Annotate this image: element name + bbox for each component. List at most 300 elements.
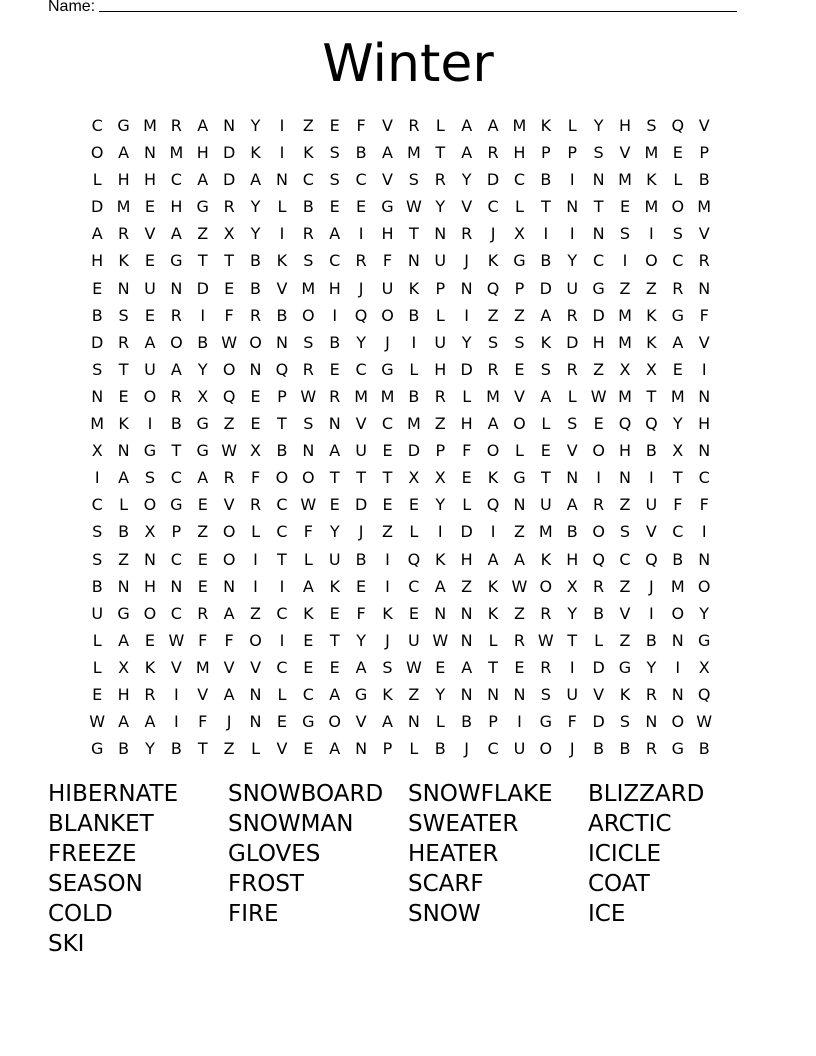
grid-letter: T bbox=[197, 739, 208, 759]
grid-letter: M bbox=[618, 305, 632, 325]
grid-letter: T bbox=[593, 197, 604, 217]
grid-letter: N bbox=[223, 116, 236, 135]
grid-letter: E bbox=[303, 739, 314, 759]
word-list-item: SNOW bbox=[408, 901, 481, 927]
grid-letter: N bbox=[170, 278, 183, 298]
grid-letter: W bbox=[696, 712, 713, 732]
grid-letter: E bbox=[435, 657, 446, 677]
grid-letter: N bbox=[460, 603, 473, 623]
grid-letter: A bbox=[144, 712, 156, 732]
grid-letter: G bbox=[90, 739, 104, 759]
grid-letter: Z bbox=[302, 116, 314, 135]
grid-letter: E bbox=[92, 278, 103, 298]
grid-letter: P bbox=[277, 386, 287, 406]
grid-letter: B bbox=[698, 170, 710, 190]
word-list-item: BLANKET bbox=[48, 811, 154, 837]
grid-letter: L bbox=[92, 170, 102, 190]
grid-letter: N bbox=[698, 386, 711, 406]
grid-letter: N bbox=[434, 224, 447, 244]
grid-letter: A bbox=[513, 549, 525, 569]
grid-letter: Z bbox=[197, 522, 209, 542]
grid-letter: C bbox=[487, 739, 499, 759]
grid-letter: H bbox=[170, 197, 183, 217]
grid-letter: G bbox=[513, 468, 526, 488]
grid-letter: E bbox=[303, 630, 314, 650]
grid-letter: I bbox=[543, 224, 549, 244]
grid-letter: B bbox=[355, 549, 367, 569]
grid-letter: N bbox=[91, 386, 104, 406]
grid-letter: D bbox=[354, 495, 368, 515]
grid-letter: U bbox=[91, 603, 104, 623]
word-list-item: SCARF bbox=[408, 871, 484, 897]
grid-letter: T bbox=[329, 468, 340, 488]
grid-letter: U bbox=[328, 549, 341, 569]
grid-letter: W bbox=[511, 576, 528, 596]
grid-letter: E bbox=[408, 495, 419, 515]
grid-letter: T bbox=[171, 441, 182, 461]
grid-letter: B bbox=[197, 332, 209, 352]
grid-letter: Y bbox=[435, 495, 446, 515]
grid-letter: V bbox=[197, 684, 209, 704]
grid-letter: E bbox=[329, 657, 340, 677]
grid-letter: S bbox=[619, 712, 631, 732]
word-list-item: SEASON bbox=[48, 871, 143, 897]
grid-letter: M bbox=[538, 522, 553, 542]
grid-letter: M bbox=[644, 143, 659, 163]
grid-letter: K bbox=[619, 684, 631, 704]
grid-letter: N bbox=[513, 495, 526, 515]
grid-letter: G bbox=[539, 712, 553, 732]
grid-letter: V bbox=[223, 495, 235, 515]
grid-letter: L bbox=[567, 116, 577, 135]
grid-letter: V bbox=[698, 332, 710, 352]
grid-letter: H bbox=[460, 414, 473, 434]
grid-letter: S bbox=[646, 116, 657, 135]
word-list bbox=[48, 779, 768, 959]
grid-letter: G bbox=[143, 441, 157, 461]
grid-letter: S bbox=[92, 549, 103, 569]
grid-letter: L bbox=[488, 630, 498, 650]
grid-letter: X bbox=[619, 359, 631, 379]
grid-letter: C bbox=[408, 576, 420, 596]
grid-letter: I bbox=[596, 468, 601, 488]
grid-letter: R bbox=[540, 603, 552, 623]
grid-letter: N bbox=[249, 684, 262, 704]
grid-letter: C bbox=[170, 603, 182, 623]
grid-letter: V bbox=[645, 522, 657, 542]
grid-letter: A bbox=[170, 224, 182, 244]
grid-letter: O bbox=[90, 143, 104, 163]
grid-letter: R bbox=[302, 359, 314, 379]
grid-letter: F bbox=[224, 305, 234, 325]
grid-letter: A bbox=[329, 684, 341, 704]
grid-letter: B bbox=[698, 739, 710, 759]
grid-letter: L bbox=[514, 441, 524, 461]
grid-letter: G bbox=[302, 712, 315, 732]
grid-letter: D bbox=[592, 657, 605, 677]
grid-letter: Y bbox=[672, 414, 683, 434]
grid-letter: Z bbox=[434, 414, 446, 434]
grid-letter: N bbox=[249, 359, 262, 379]
grid-letter: F bbox=[224, 630, 234, 650]
grid-letter: B bbox=[540, 251, 552, 271]
grid-letter: S bbox=[382, 657, 393, 677]
grid-letter: I bbox=[385, 576, 390, 596]
grid-letter: J bbox=[358, 278, 364, 298]
grid-letter: M bbox=[354, 386, 368, 406]
grid-letter: G bbox=[513, 251, 526, 271]
grid-letter: E bbox=[276, 712, 287, 732]
grid-letter: P bbox=[541, 143, 551, 163]
grid-letter: F bbox=[699, 305, 709, 325]
grid-letter: X bbox=[698, 657, 710, 677]
grid-letter: K bbox=[144, 657, 156, 677]
grid-letter: I bbox=[200, 305, 206, 325]
grid-letter: U bbox=[355, 441, 367, 461]
word-list-item: SKI bbox=[48, 931, 85, 957]
grid-letter: B bbox=[329, 332, 341, 352]
grid-letter: N bbox=[355, 739, 368, 759]
grid-letter: S bbox=[540, 359, 551, 379]
grid-letter: N bbox=[328, 414, 341, 434]
grid-letter: L bbox=[92, 657, 102, 677]
grid-letter: X bbox=[197, 386, 209, 406]
grid-letter: R bbox=[170, 386, 182, 406]
grid-letter: Q bbox=[645, 549, 658, 569]
name-underline bbox=[99, 0, 737, 12]
grid-letter: E bbox=[408, 603, 419, 623]
grid-letter: D bbox=[460, 522, 473, 542]
grid-letter: S bbox=[487, 332, 499, 352]
grid-letter: T bbox=[567, 630, 578, 650]
grid-letter: V bbox=[382, 116, 393, 135]
grid-letter: O bbox=[671, 603, 685, 623]
grid-letter: E bbox=[329, 603, 340, 623]
grid-letter: D bbox=[592, 305, 605, 325]
grid-letter: S bbox=[303, 414, 314, 434]
grid-letter: G bbox=[697, 630, 711, 650]
grid-letter: B bbox=[645, 630, 657, 650]
grid-letter: I bbox=[174, 684, 179, 704]
grid-letter: N bbox=[117, 576, 130, 596]
grid-letter: R bbox=[355, 251, 367, 271]
grid-letter: S bbox=[329, 143, 340, 163]
grid-letter: J bbox=[226, 712, 232, 732]
name-field bbox=[48, 0, 737, 17]
grid-letter: I bbox=[147, 414, 153, 434]
grid-letter: N bbox=[223, 576, 236, 596]
grid-letter: S bbox=[567, 414, 578, 434]
grid-letter: O bbox=[328, 712, 341, 732]
grid-letter: E bbox=[356, 197, 367, 217]
grid-letter: V bbox=[698, 224, 710, 244]
grid-letter: S bbox=[92, 522, 103, 542]
grid-letter: O bbox=[381, 305, 394, 325]
grid-letter: N bbox=[143, 143, 156, 163]
grid-letter: J bbox=[385, 332, 390, 352]
grid-letter: C bbox=[672, 522, 684, 542]
grid-letter: K bbox=[487, 468, 499, 488]
grid-letter: T bbox=[435, 143, 446, 163]
grid-letter: E bbox=[540, 441, 551, 461]
grid-letter: C bbox=[170, 468, 182, 488]
grid-letter: O bbox=[671, 197, 685, 217]
grid-letter: K bbox=[329, 576, 340, 596]
grid-letter: E bbox=[224, 278, 235, 298]
grid-letter: G bbox=[170, 495, 183, 515]
grid-letter: V bbox=[144, 224, 156, 244]
grid-letter: Y bbox=[356, 332, 366, 352]
grid-letter: R bbox=[698, 251, 710, 271]
grid-letter: I bbox=[279, 576, 285, 596]
grid-letter: U bbox=[645, 495, 658, 515]
grid-letter: Z bbox=[619, 278, 631, 298]
grid-letter: Z bbox=[223, 414, 235, 434]
grid-letter: A bbox=[118, 468, 130, 488]
grid-letter: N bbox=[698, 278, 711, 298]
grid-letter: V bbox=[513, 386, 525, 406]
grid-letter: P bbox=[435, 278, 446, 298]
grid-letter: H bbox=[196, 143, 209, 163]
grid-letter: K bbox=[408, 278, 420, 298]
grid-letter: V bbox=[382, 170, 393, 190]
grid-letter: A bbox=[487, 414, 499, 434]
grid-letter: T bbox=[329, 630, 340, 650]
grid-letter: N bbox=[619, 468, 631, 488]
grid-letter: Q bbox=[486, 278, 500, 298]
grid-letter: N bbox=[513, 684, 526, 704]
grid-letter: E bbox=[144, 251, 156, 271]
grid-letter: C bbox=[329, 251, 341, 271]
grid-letter: I bbox=[253, 576, 258, 596]
grid-letter: A bbox=[672, 332, 684, 352]
word-list-item: FROST bbox=[228, 871, 304, 897]
grid-letter: P bbox=[488, 712, 498, 732]
grid-letter: V bbox=[566, 441, 578, 461]
grid-letter: S bbox=[118, 305, 129, 325]
grid-letter: X bbox=[645, 359, 657, 379]
grid-letter: S bbox=[593, 143, 604, 163]
grid-letter: T bbox=[356, 468, 366, 488]
grid-letter: J bbox=[385, 630, 390, 650]
word-list-item: SNOWFLAKE bbox=[408, 781, 553, 807]
grid-letter: D bbox=[486, 170, 500, 190]
grid-letter: Q bbox=[407, 549, 421, 569]
grid-letter: A bbox=[118, 143, 130, 163]
grid-letter: Y bbox=[145, 739, 155, 759]
grid-letter: B bbox=[593, 739, 605, 759]
grid-letter: A bbox=[223, 603, 235, 623]
grid-letter: O bbox=[249, 332, 262, 352]
grid-letter: W bbox=[221, 441, 238, 461]
grid-letter: S bbox=[514, 332, 525, 352]
grid-letter: A bbox=[382, 712, 393, 732]
grid-letter: S bbox=[619, 522, 631, 542]
grid-letter: X bbox=[223, 224, 235, 244]
grid-letter: S bbox=[329, 170, 340, 190]
grid-letter: B bbox=[434, 739, 446, 759]
grid-letter: O bbox=[592, 441, 605, 461]
grid-letter: N bbox=[275, 332, 288, 352]
grid-letter: N bbox=[143, 549, 156, 569]
grid-letter: H bbox=[381, 224, 394, 244]
grid-letter: M bbox=[195, 657, 210, 677]
grid-letter: V bbox=[223, 657, 235, 677]
grid-letter: I bbox=[649, 224, 654, 244]
grid-letter: C bbox=[91, 495, 103, 515]
grid-letter: Y bbox=[197, 359, 208, 379]
grid-letter: L bbox=[303, 549, 313, 569]
word-list-item: GLOVES bbox=[228, 841, 321, 867]
grid-letter: I bbox=[622, 251, 628, 271]
grid-letter: A bbox=[461, 657, 473, 677]
grid-letter: N bbox=[170, 576, 183, 596]
grid-letter: H bbox=[117, 684, 130, 704]
grid-letter: A bbox=[250, 170, 262, 190]
grid-letter: K bbox=[646, 332, 657, 352]
grid-letter: T bbox=[540, 197, 551, 217]
grid-letter: Z bbox=[118, 549, 130, 569]
grid-letter: A bbox=[329, 441, 341, 461]
grid-letter: E bbox=[619, 197, 631, 217]
grid-letter: A bbox=[302, 576, 314, 596]
grid-letter: A bbox=[461, 143, 473, 163]
grid-letter: Q bbox=[354, 305, 368, 325]
grid-letter: I bbox=[569, 170, 575, 190]
grid-letter: B bbox=[619, 739, 631, 759]
grid-letter: P bbox=[435, 441, 446, 461]
grid-letter: K bbox=[487, 576, 499, 596]
grid-letter: I bbox=[569, 224, 575, 244]
grid-letter: O bbox=[539, 739, 553, 759]
grid-letter: Y bbox=[250, 116, 261, 135]
grid-letter: O bbox=[302, 305, 315, 325]
grid-letter: S bbox=[303, 332, 314, 352]
word-list-item: ICICLE bbox=[588, 841, 662, 867]
grid-letter: E bbox=[329, 116, 340, 135]
grid-letter: E bbox=[382, 441, 393, 461]
grid-letter: Q bbox=[275, 359, 289, 379]
grid-letter: Z bbox=[197, 224, 209, 244]
grid-letter: F bbox=[303, 522, 313, 542]
grid-letter: X bbox=[408, 468, 420, 488]
grid-letter: D bbox=[407, 441, 421, 461]
grid-letter: A bbox=[434, 576, 446, 596]
grid-letter: X bbox=[144, 522, 156, 542]
name-label: Name: bbox=[48, 0, 96, 15]
grid-letter: P bbox=[382, 739, 393, 759]
grid-letter: A bbox=[461, 116, 473, 135]
grid-letter: R bbox=[566, 359, 578, 379]
grid-letter: B bbox=[408, 305, 420, 325]
grid-letter: Y bbox=[461, 170, 472, 190]
grid-letter: T bbox=[224, 251, 235, 271]
grid-letter: A bbox=[540, 305, 552, 325]
grid-letter: C bbox=[170, 549, 182, 569]
grid-letter: R bbox=[461, 224, 473, 244]
page-title: Winter bbox=[322, 34, 494, 94]
grid-letter: G bbox=[170, 251, 183, 271]
grid-letter: A bbox=[118, 630, 130, 650]
grid-letter: Q bbox=[697, 684, 711, 704]
grid-letter: O bbox=[645, 251, 658, 271]
grid-letter: U bbox=[434, 251, 447, 271]
grid-letter: E bbox=[250, 414, 261, 434]
grid-letter: S bbox=[540, 684, 551, 704]
grid-letter: D bbox=[222, 170, 236, 190]
grid-letter: Y bbox=[250, 224, 261, 244]
grid-letter: W bbox=[590, 386, 607, 406]
grid-letter: L bbox=[409, 739, 419, 759]
grid-letter: M bbox=[301, 278, 316, 298]
grid-letter: T bbox=[277, 549, 287, 569]
grid-letter: N bbox=[275, 170, 288, 190]
grid-letter: B bbox=[461, 712, 473, 732]
grid-letter: E bbox=[672, 359, 683, 379]
grid-letter: N bbox=[117, 441, 130, 461]
grid-letter: A bbox=[223, 684, 235, 704]
grid-letter: G bbox=[671, 739, 684, 759]
grid-letter: N bbox=[645, 712, 658, 732]
grid-letter: H bbox=[117, 170, 130, 190]
grid-letter: G bbox=[196, 197, 209, 217]
grid-letter: U bbox=[539, 495, 552, 515]
grid-letter: S bbox=[303, 251, 314, 271]
grid-letter: B bbox=[91, 576, 103, 596]
grid-letter: M bbox=[380, 386, 395, 406]
grid-letter: T bbox=[382, 468, 393, 488]
grid-letter: P bbox=[699, 143, 709, 163]
grid-letter: S bbox=[92, 359, 103, 379]
grid-letter: X bbox=[672, 441, 684, 461]
grid-letter: C bbox=[302, 170, 314, 190]
grid-letter: E bbox=[382, 495, 393, 515]
grid-letter: E bbox=[197, 576, 208, 596]
grid-letter: R bbox=[408, 116, 420, 135]
grid-letter: H bbox=[143, 170, 156, 190]
grid-letter: D bbox=[566, 332, 579, 352]
grid-letter: R bbox=[249, 495, 262, 515]
grid-letter: R bbox=[540, 657, 552, 677]
grid-letter: M bbox=[618, 170, 632, 190]
grid-letter: F bbox=[356, 116, 366, 135]
grid-letter: L bbox=[514, 197, 524, 217]
word-list-item: ARCTIC bbox=[588, 811, 672, 837]
grid-letter: Z bbox=[619, 576, 631, 596]
grid-letter: J bbox=[649, 576, 654, 596]
grid-letter: C bbox=[302, 684, 314, 704]
grid-letter: T bbox=[197, 251, 208, 271]
grid-letter: O bbox=[513, 414, 526, 434]
grid-letter: N bbox=[698, 441, 711, 461]
grid-letter: T bbox=[540, 468, 551, 488]
grid-letter: G bbox=[592, 278, 605, 298]
grid-letter: R bbox=[645, 684, 657, 704]
grid-letter: U bbox=[381, 278, 394, 298]
grid-letter: C bbox=[619, 549, 631, 569]
grid-letter: O bbox=[143, 386, 157, 406]
grid-letter: T bbox=[118, 359, 129, 379]
grid-letter: P bbox=[171, 522, 182, 542]
grid-letter: I bbox=[94, 468, 100, 488]
grid-letter: B bbox=[250, 251, 262, 271]
grid-letter: I bbox=[517, 712, 522, 732]
grid-letter: O bbox=[539, 576, 553, 596]
grid-letter: N bbox=[460, 684, 473, 704]
grid-letter: N bbox=[671, 630, 684, 650]
grid-letter: O bbox=[671, 712, 685, 732]
grid-letter: O bbox=[222, 522, 236, 542]
